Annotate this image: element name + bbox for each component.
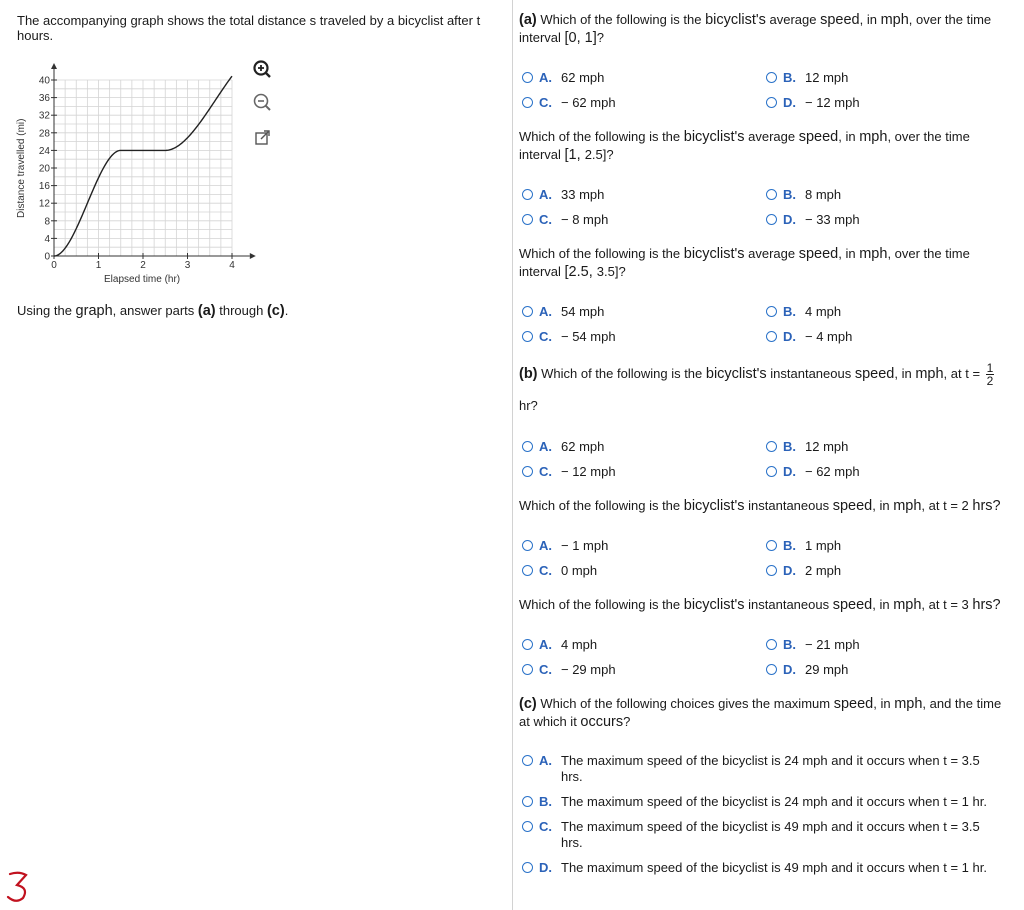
y-tick-label: 32 (38, 110, 50, 122)
option-a1-b[interactable]: B. 12 mph (766, 68, 848, 86)
x-tick-label: 0 (51, 260, 57, 271)
radio-button[interactable] (522, 97, 533, 108)
option-b1-c[interactable]: C. − 12 mph (522, 462, 616, 480)
option-a3-b[interactable]: B. 4 mph (766, 302, 841, 320)
radio-button[interactable] (766, 189, 777, 200)
x-axis-label: Elapsed time (hr) (104, 274, 181, 285)
radio-button[interactable] (766, 565, 777, 576)
option-b2-a[interactable]: A. − 1 mph (522, 536, 608, 554)
radio-button[interactable] (766, 214, 777, 225)
y-tick-label: 16 (38, 181, 50, 193)
option-a3-c[interactable]: C. − 54 mph (522, 327, 616, 345)
question-a1: (a) Which of the following is the bicyclist's average speed, in mph, over the time interval [0, 1]? (519, 12, 992, 46)
radio-button[interactable] (522, 821, 533, 832)
y-tick-label: 0 (44, 251, 50, 263)
y-tick-label: 12 (38, 198, 50, 210)
handwritten-scribble (2, 866, 32, 909)
question-a2: Which of the following is the bicyclist's average speed, in mph, over the time interval [1, 2.5]? (519, 129, 970, 163)
option-b3-c[interactable]: C. − 29 mph (522, 660, 616, 678)
y-tick-label: 24 (38, 145, 50, 157)
graph-area (14, 58, 274, 290)
radio-button[interactable] (522, 639, 533, 650)
distance-graph (14, 58, 274, 290)
option-b3-b[interactable]: B. − 21 mph (766, 635, 860, 653)
question-c: (c) Which of the following choices gives the maximum speed, in mph, and the time at which it occurs? (519, 696, 1002, 730)
x-tick-label: 1 (95, 260, 102, 271)
radio-button[interactable] (522, 189, 533, 200)
option-a2-a[interactable]: A. 33 mph (522, 185, 604, 203)
graph-grid (54, 80, 232, 256)
radio-button[interactable] (766, 664, 777, 675)
option-c-d[interactable]: D. The maximum speed of the bicyclist is 49 mph and it occurs when t = 1 hr. (522, 860, 1012, 876)
intro-text: The accompanying graph shows the total distance s traveled by a bicyclist after t hours. (17, 13, 481, 43)
radio-button[interactable] (766, 540, 777, 551)
option-b1-b[interactable]: B. 12 mph (766, 437, 848, 455)
radio-button[interactable] (522, 664, 533, 675)
radio-button[interactable] (522, 72, 533, 83)
radio-button[interactable] (522, 796, 533, 807)
x-tick-label: 4 (229, 260, 235, 271)
x-axis-arrow (250, 253, 256, 259)
radio-button[interactable] (522, 441, 533, 452)
radio-button[interactable] (766, 306, 777, 317)
option-c-a[interactable]: A. The maximum speed of the bicyclist is 24 mph and it occurs when t = 3.5 hrs. (522, 753, 1012, 785)
radio-button[interactable] (766, 72, 777, 83)
zoom-out-icon[interactable] (251, 91, 273, 113)
question-b2: Which of the following is the bicyclist's instantaneous speed, in mph, at t = 2 hrs? (519, 498, 1001, 514)
instructions: Using the graph, answer parts (a) through (c). (17, 303, 289, 319)
radio-button[interactable] (766, 97, 777, 108)
radio-button[interactable] (522, 540, 533, 551)
option-b3-d[interactable]: D. 29 mph (766, 660, 848, 678)
y-tick-label: 36 (38, 93, 50, 105)
radio-button[interactable] (766, 639, 777, 650)
radio-button[interactable] (522, 214, 533, 225)
option-b1-a[interactable]: A. 62 mph (522, 437, 604, 455)
radio-button[interactable] (766, 466, 777, 477)
zoom-in-icon[interactable] (251, 58, 273, 80)
option-a3-d[interactable]: D. − 4 mph (766, 327, 852, 345)
y-tick-label: 40 (38, 75, 50, 87)
option-a2-d[interactable]: D. − 33 mph (766, 210, 860, 228)
option-b3-a[interactable]: A. 4 mph (522, 635, 597, 653)
question-a3: Which of the following is the bicyclist's average speed, in mph, over the time interval [2.5, 3.5]? (519, 246, 970, 280)
option-c-c[interactable]: C. The maximum speed of the bicyclist is 49 mph and it occurs when t = 3.5 hrs. (522, 819, 1012, 851)
option-b2-d[interactable]: D. 2 mph (766, 561, 841, 579)
fraction: $\frac{1}{2}$ (986, 361, 994, 388)
option-a3-a[interactable]: A. 54 mph (522, 302, 604, 320)
radio-button[interactable] (766, 441, 777, 452)
option-a2-b[interactable]: B. 8 mph (766, 185, 841, 203)
radio-button[interactable] (522, 466, 533, 477)
y-tick-label: 8 (44, 216, 50, 228)
y-tick-label: 4 (44, 233, 50, 245)
y-tick-label: 28 (38, 128, 50, 140)
option-b2-b[interactable]: B. 1 mph (766, 536, 841, 554)
radio-button[interactable] (522, 565, 533, 576)
y-axis-label: Distance travelled (mi) (16, 118, 27, 218)
popout-icon[interactable] (252, 127, 274, 149)
option-a1-a[interactable]: A. 62 mph (522, 68, 604, 86)
radio-button[interactable] (522, 306, 533, 317)
radio-button[interactable] (522, 331, 533, 342)
radio-button[interactable] (766, 331, 777, 342)
option-b2-c[interactable]: C. 0 mph (522, 561, 597, 579)
radio-button[interactable] (522, 862, 533, 873)
option-b1-d[interactable]: D. − 62 mph (766, 462, 860, 480)
option-c-b[interactable]: B. The maximum speed of the bicyclist is 24 mph and it occurs when t = 1 hr. (522, 794, 1012, 810)
option-a1-c[interactable]: C. − 62 mph (522, 93, 616, 111)
option-a2-c[interactable]: C. − 8 mph (522, 210, 608, 228)
question-b1-unit: hr? (519, 398, 538, 413)
x-tick-label: 3 (184, 260, 191, 271)
x-tick-label: 2 (140, 260, 146, 271)
panel-divider (512, 0, 513, 910)
y-axis-arrow (51, 63, 57, 69)
option-a1-d[interactable]: D. − 12 mph (766, 93, 860, 111)
question-b1: (b) Which of the following is the bicyclist's instantaneous speed, in mph, at t = $\frac{1}{2}$ (519, 361, 994, 388)
question-b3: Which of the following is the bicyclist's instantaneous speed, in mph, at t = 3 hrs? (519, 597, 1001, 613)
radio-button[interactable] (522, 755, 533, 766)
y-tick-label: 20 (38, 163, 50, 175)
